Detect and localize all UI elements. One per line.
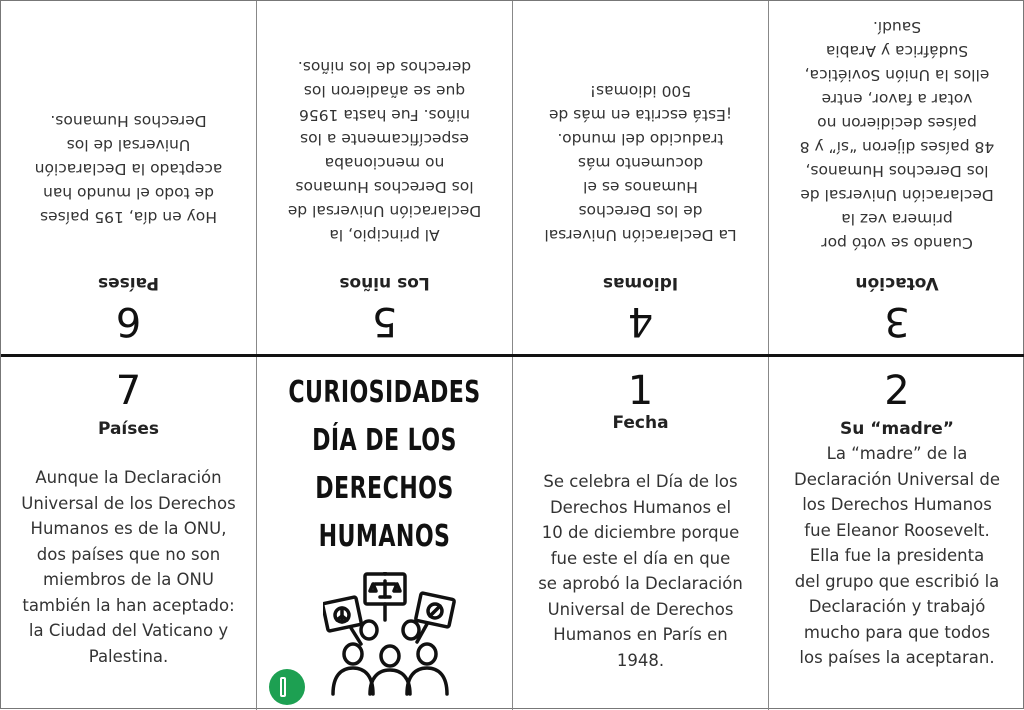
body-line: fue Eleanor Roosevelt.: [804, 520, 990, 540]
body-line: la Ciudad del Vaticano y: [28, 621, 229, 640]
body-line: que se añadieron los: [303, 82, 466, 100]
body-line: de todo el mundo han: [42, 184, 215, 202]
card-4-idiomas: [513, 1, 769, 355]
card-title: Votación: [855, 273, 939, 293]
body-line: de los Derechos: [578, 202, 703, 220]
card-number: 7: [115, 368, 142, 414]
cover-card: [257, 357, 513, 710]
cover-title-line: DERECHOS: [315, 471, 454, 506]
card-3-votacion: [769, 1, 1024, 355]
body-line: La “madre” de la: [826, 444, 968, 463]
body-line: traducido del mundo.: [557, 130, 724, 148]
body-line: Universal de los: [66, 136, 191, 154]
card-number: 1: [627, 368, 654, 414]
body-line: Derechos Humanos.: [50, 112, 207, 130]
body-line: Derechos Humanos el: [549, 497, 732, 517]
body-line: países decidieron no: [817, 114, 977, 132]
body-line: mucho para que todos: [803, 622, 991, 642]
body-line: Declaración Universal de: [287, 202, 482, 220]
card-body: [13, 109, 244, 229]
body-line: dos países que no son: [36, 544, 221, 564]
card-body: [13, 465, 244, 669]
body-line: Hoy en día, 195 países: [40, 208, 217, 226]
body-line: primera vez la: [841, 210, 953, 228]
card-body: [525, 79, 756, 247]
body-line: miembros de la ONU: [43, 570, 214, 589]
card-number: 4: [627, 298, 654, 344]
body-line: Ella fue la presidenta: [809, 546, 985, 565]
top-row-rotated: [1, 1, 1024, 355]
body-line: La Declaración Universal: [544, 226, 737, 244]
body-line: los Derechos Humanos: [295, 178, 474, 196]
body-line: ellos la Unión Soviética,: [804, 66, 990, 84]
body-line: niños. Fue hasta 1956: [298, 106, 471, 124]
card-number: 2: [884, 368, 910, 414]
body-line: aceptado la Declaración: [34, 160, 223, 178]
card-6-paises: [1, 1, 257, 355]
card-body: [269, 55, 500, 247]
card-body: [525, 469, 756, 673]
card-1-fecha: [513, 357, 769, 710]
body-line: los países la aceptaran.: [799, 648, 995, 667]
body-line: Saudí.: [872, 18, 922, 36]
body-line: Se celebra el Día de los: [543, 472, 738, 491]
body-line: Declaración y trabajó: [808, 597, 986, 616]
body-line: Sudáfrica y Arabia: [825, 42, 969, 60]
card-title: Los niños: [339, 273, 430, 293]
body-line: no mencionaba: [324, 154, 445, 172]
body-line: también la han aceptado:: [22, 595, 235, 615]
body-line: 10 de diciembre porque: [541, 523, 740, 542]
card-title: Idiomas: [602, 273, 679, 293]
body-line: derechos de los niños.: [297, 58, 472, 76]
body-line: ¡Está escrita en más de: [548, 106, 733, 124]
card-7-paises: [1, 357, 257, 710]
body-line: específicamente a los: [300, 130, 469, 148]
body-line: fue este el día en que: [550, 548, 731, 568]
card-2-su-madre: [769, 357, 1024, 710]
body-line: Palestina.: [88, 646, 169, 666]
card-title: Países: [97, 419, 160, 439]
body-line: del grupo que escribió la: [794, 571, 1000, 591]
body-line: Humanos es de la ONU,: [30, 519, 227, 538]
protest-people-with-signs-icon: [323, 572, 458, 697]
body-line: Declaración Universal de: [800, 186, 994, 204]
bottom-row: [1, 357, 1024, 710]
card-number: 6: [115, 298, 142, 344]
body-line: Al principio, la: [329, 226, 440, 244]
cover-title-line: HUMANOS: [318, 519, 451, 554]
body-line: Declaración Universal de: [794, 469, 1000, 489]
card-5-los-ninos: [257, 1, 513, 355]
body-line: 500 idiomas!: [589, 82, 692, 100]
body-line: Universal de los Derechos: [21, 493, 236, 513]
body-line: Universal de Derechos: [547, 599, 734, 619]
body-line: documento más: [577, 154, 704, 172]
card-body: [781, 15, 1013, 255]
body-line: Humanos en París en: [553, 625, 728, 644]
body-line: Aunque la Declaración: [35, 468, 222, 487]
cover-title-line: DÍA DE LOS: [312, 423, 457, 458]
card-body: [781, 441, 1013, 671]
card-number: 3: [884, 298, 910, 344]
body-line: se aprobó la Declaración: [538, 574, 743, 593]
body-line: Humanos es el: [583, 178, 698, 196]
card-title: Países: [97, 273, 160, 293]
body-line: los Derechos Humanos,: [805, 162, 989, 180]
body-line: 48 países dijeron “sí” y 8: [799, 138, 995, 156]
card-title: Su “madre”: [840, 419, 954, 439]
green-circle-logo: [269, 669, 305, 705]
body-line: Cuando se votó por: [821, 234, 973, 252]
cover-title: [257, 369, 512, 561]
cover-title-line: CURIOSIDADES: [288, 375, 481, 410]
body-line: 1948.: [616, 650, 665, 670]
body-line: los Derechos Humanos: [802, 495, 992, 514]
card-number: 5: [371, 298, 398, 344]
card-title: Fecha: [612, 413, 669, 433]
body-line: votar a favor, entre: [821, 90, 973, 108]
